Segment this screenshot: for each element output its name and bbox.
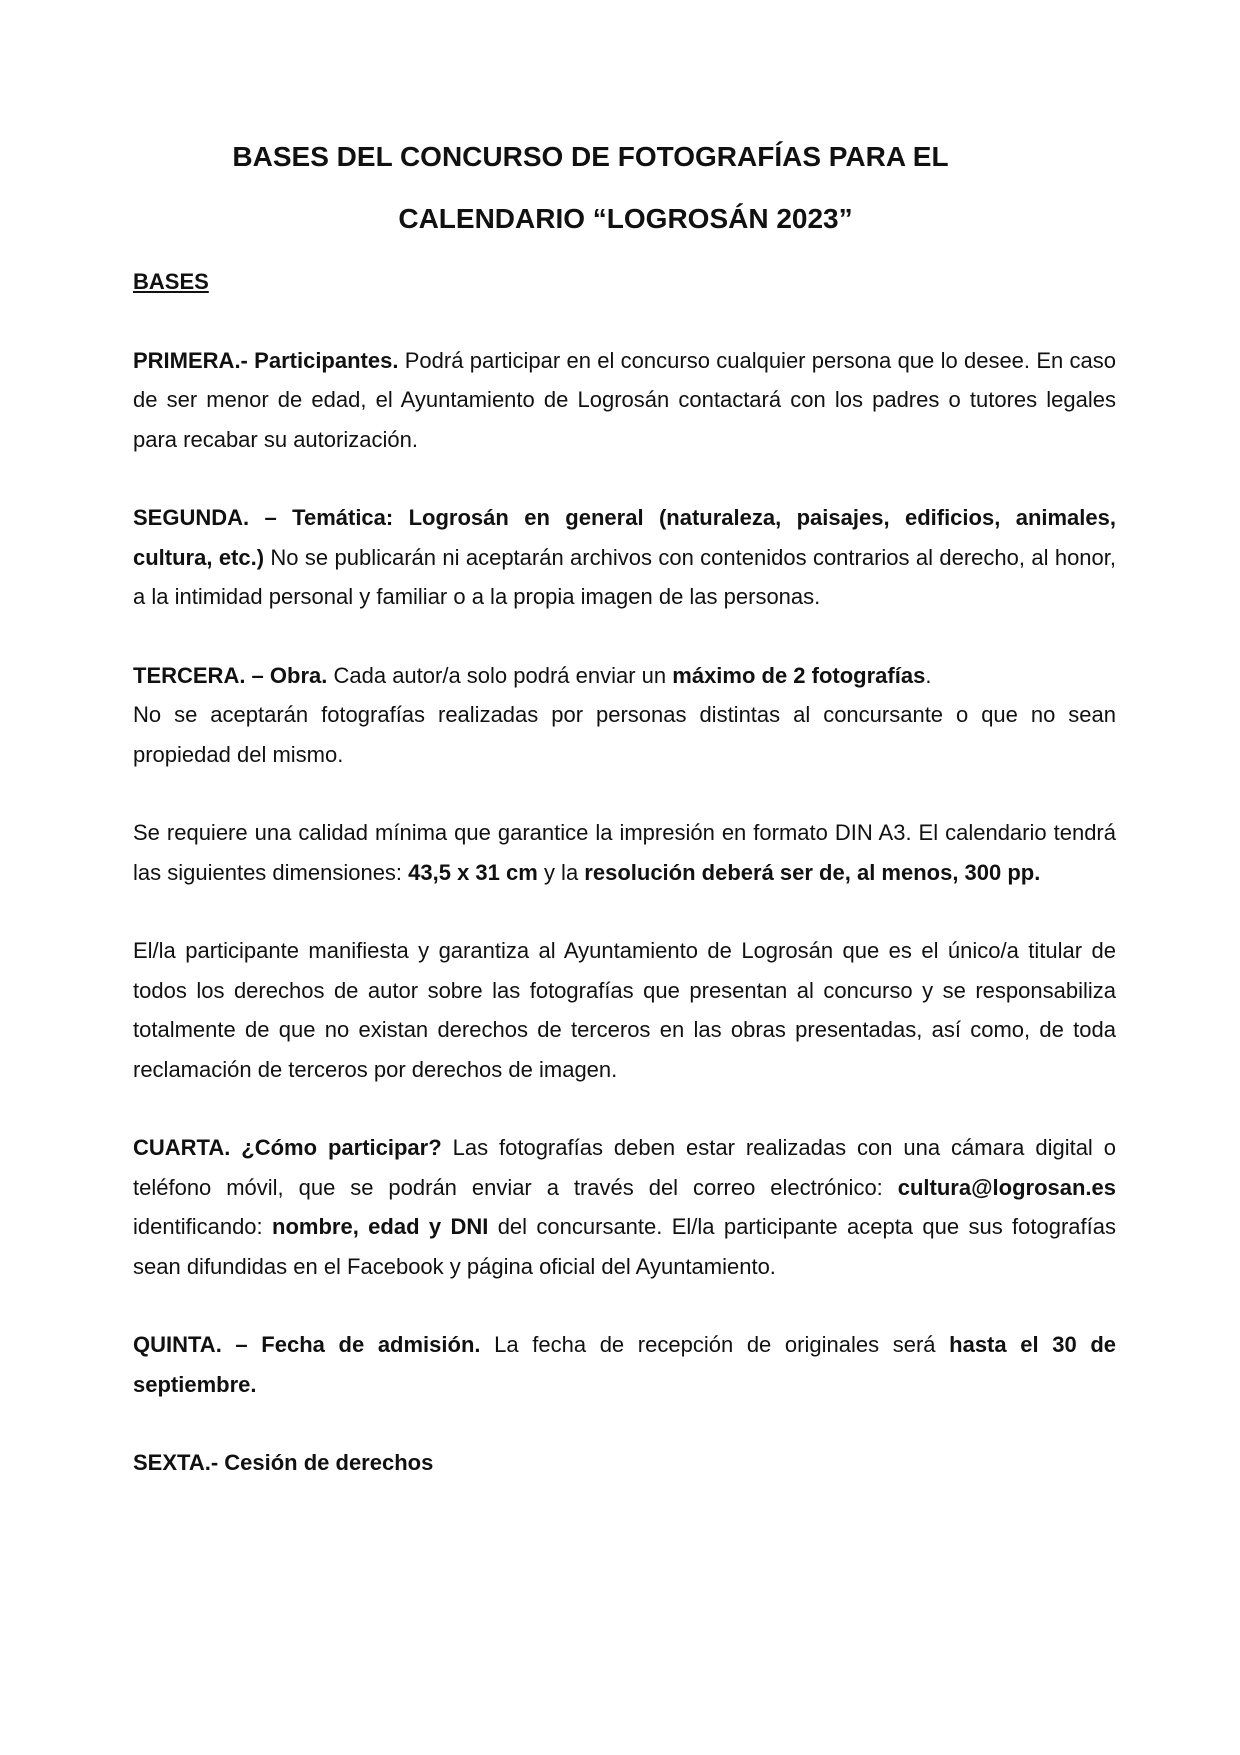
clause-cuarta (133, 1128, 1116, 1286)
clause-primera-text: Podrá participar en el concurso cualquier persona que lo desee. En caso de ser menor de edad, el Ayuntamiento de Logrosán contactará con los padres o tutores legales para recabar su autorización. (133, 347, 1116, 452)
clause-tercera-bold-1: máximo de 2 fotografías (672, 662, 926, 688)
contact-email: cultura@logrosan.es (897, 1174, 1116, 1200)
clause-quinta-label: QUINTA. – Fecha de admisión. (133, 1332, 481, 1357)
clause-tercera-paragraph-2: No se aceptarán fotografías realizadas por personas distintas al concursante o que no sean propiedad del mismo. (133, 702, 1116, 767)
clause-cuarta-label: CUARTA. ¿Cómo participar? (133, 1135, 442, 1160)
calidad-text-2: y la (537, 859, 585, 885)
paragraph-garantia: El/la participante manifiesta y garantiza al Ayuntamiento de Logrosán que es el único/a titular de todos los derechos de autor sobre las fotografías que presentan al concurso y se responsabiliza totalmente de que no existan derechos de terceros en las obras presentadas, así como, de toda reclamación de terceros por derechos de imagen. (133, 938, 1116, 1082)
document-title (133, 126, 1108, 250)
clause-quinta-text-1: La fecha de recepción de originales será (480, 1332, 950, 1357)
calidad-bold-1: 43,5 x 31 cm (408, 859, 538, 885)
title-line-2: CALENDARIO “LOGROSÁN 2023” (398, 203, 853, 234)
clause-sexta (133, 1443, 1116, 1483)
clause-tercera (133, 656, 1116, 696)
clause-cuarta-text-1: Las fotografías deben estar realizadas con una cámara digital o teléfono móvil, que se podrán enviar a través del correo electrónico: (133, 1135, 1116, 1200)
calidad-bold-2: resolución deberá ser de, al menos, 300 pp. (584, 859, 1041, 885)
clause-segunda-text: No se publicarán ni aceptarán archivos con contenidos contrarios al derecho, al honor, a la intimidad personal y familiar o a la propia imagen de las personas. (133, 544, 1116, 609)
clause-sexta-label: SEXTA.- Cesión de derechos (133, 1450, 434, 1475)
clause-cuarta-bold-1: nombre, edad y DNI (272, 1214, 489, 1239)
clause-primera-label: PRIMERA.- Participantes. (133, 347, 399, 373)
section-heading-bases: BASES (133, 269, 209, 294)
clause-segunda-label: SEGUNDA. – Temática: Logrosán en general (naturaleza, paisajes, edificios, animales, cultura, etc.) (133, 505, 1116, 570)
paragraph-calidad (133, 813, 1116, 892)
clause-tercera-label: TERCERA. – Obra. (133, 662, 328, 688)
document-body (133, 262, 1116, 1522)
clause-tercera-text-2: . (925, 662, 932, 688)
clause-quinta-bold-1: hasta el 30 de septiembre. (133, 1332, 1116, 1397)
clause-tercera-text-1: Cada autor/a solo podrá enviar un (327, 662, 673, 688)
clause-cuarta-text-3: del concursante. El/la participante acepta que sus fotografías sean difundidas en el Facebook y página oficial del Ayuntamiento. (133, 1214, 1117, 1279)
clause-cuarta-text-2: identificando: (133, 1214, 273, 1239)
calidad-text-1: Se requiere una calidad mínima que garantice la impresión en formato DIN A3. El calendario tendrá las siguientes dimensiones: (133, 820, 1116, 885)
title-line-1: BASES DEL CONCURSO DE FOTOGRAFÍAS PARA EL (232, 141, 949, 172)
clause-segunda (133, 498, 1116, 617)
clause-quinta (133, 1325, 1116, 1404)
clause-primera (133, 341, 1116, 460)
